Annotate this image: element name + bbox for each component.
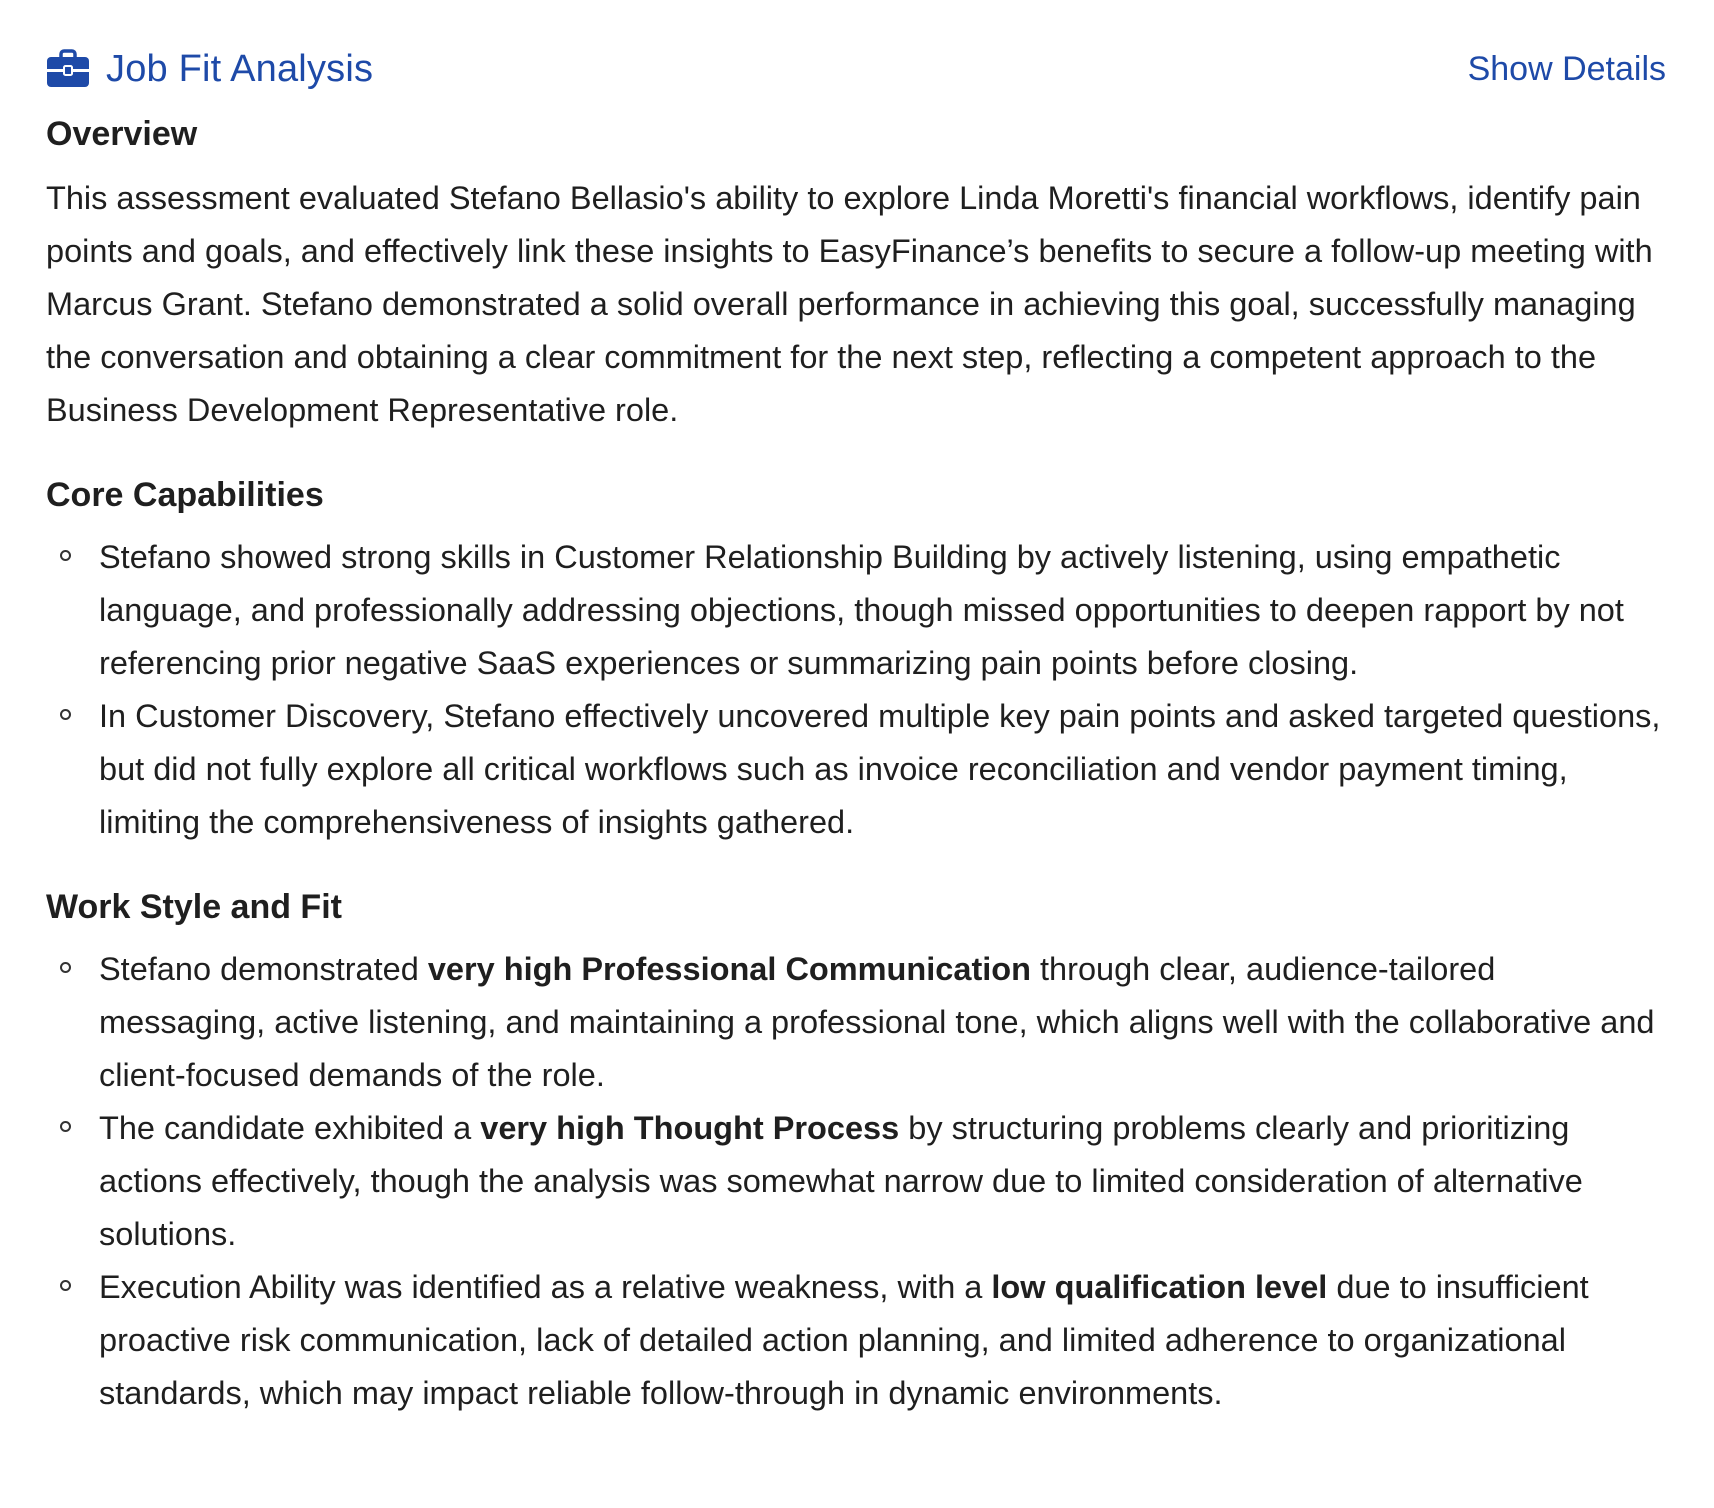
- briefcase-icon: [46, 49, 90, 89]
- overview-section: [46, 112, 1668, 437]
- list-item-text: In Customer Discovery, Stefano effectively uncovered multiple key pain points and asked targeted questions, but did not fully explore all critical workflows such as invoice reconciliation and vendor payment timing, limiting the comprehensiveness of insights gathered.: [99, 698, 1661, 840]
- circle-bullet-icon: [60, 1121, 71, 1132]
- list-item-text-end: by structuring problems clearly and prioritizing actions effectively, though the analysis was somewhat narrow due to limited consideration of alternative solutions.: [99, 1110, 1583, 1252]
- overview-heading: Overview: [46, 115, 198, 153]
- core-capabilities-section: [46, 473, 1668, 849]
- card-title: Job Fit Analysis: [106, 47, 374, 90]
- work-style-list: [46, 943, 1668, 1420]
- list-item: [46, 531, 1668, 690]
- core-capabilities-list: [46, 531, 1668, 849]
- list-item-text-end: due to insufficient proactive risk communication, lack of detailed action planning, and limited adherence to organizational standards, which may impact reliable follow-through in dynamic environments.: [99, 1269, 1589, 1411]
- show-details-link[interactable]: Show Details: [1467, 49, 1666, 88]
- title-group: [46, 48, 373, 91]
- circle-bullet-icon: [60, 1280, 71, 1291]
- list-item-highlight: low qualification level: [991, 1269, 1328, 1305]
- list-item-highlight: very high Professional Communication: [427, 951, 1031, 987]
- list-item: [46, 943, 1668, 1102]
- list-item-text-start: Execution Ability was identified as a relative weakness, with a: [99, 1269, 992, 1305]
- list-item-text-end: through clear, audience-tailored messaging, active listening, and maintaining a professional tone, which aligns well with the collaborative and client-focused demands of the role.: [99, 951, 1655, 1093]
- circle-bullet-icon: [60, 550, 71, 561]
- circle-bullet-icon: [60, 709, 71, 720]
- overview-text: This assessment evaluated Stefano Bellasio's ability to explore Linda Moretti's financial workflows, identify pain points and goals, and effectively link these insights to EasyFinance’s benefits to secure a follow-up meeting with Marcus Grant. Stefano demonstrated a solid overall performance in achieving this goal, successfully managing the conversation and obtaining a clear commitment for the next step, reflecting a competent approach to the Business Development Representative role.: [46, 180, 1653, 428]
- circle-bullet-icon: [60, 962, 71, 973]
- list-item: [46, 690, 1668, 849]
- list-item-text-start: The candidate exhibited a: [99, 1110, 481, 1146]
- core-capabilities-heading: Core Capabilities: [46, 476, 324, 514]
- list-item-highlight: very high Thought Process: [480, 1110, 900, 1146]
- list-item: [46, 1102, 1668, 1261]
- work-style-section: [46, 885, 1668, 1420]
- card-header: [46, 44, 1668, 94]
- list-item-text: Stefano showed strong skills in Customer Relationship Building by actively listening, using empathetic language, and professionally addressing objections, though missed opportunities to deepen rapport by not referencing prior negative SaaS experiences or summarizing pain points before closing.: [99, 539, 1624, 681]
- list-item-text-start: Stefano demonstrated: [99, 951, 428, 987]
- work-style-heading: Work Style and Fit: [46, 888, 342, 926]
- list-item: [46, 1261, 1668, 1420]
